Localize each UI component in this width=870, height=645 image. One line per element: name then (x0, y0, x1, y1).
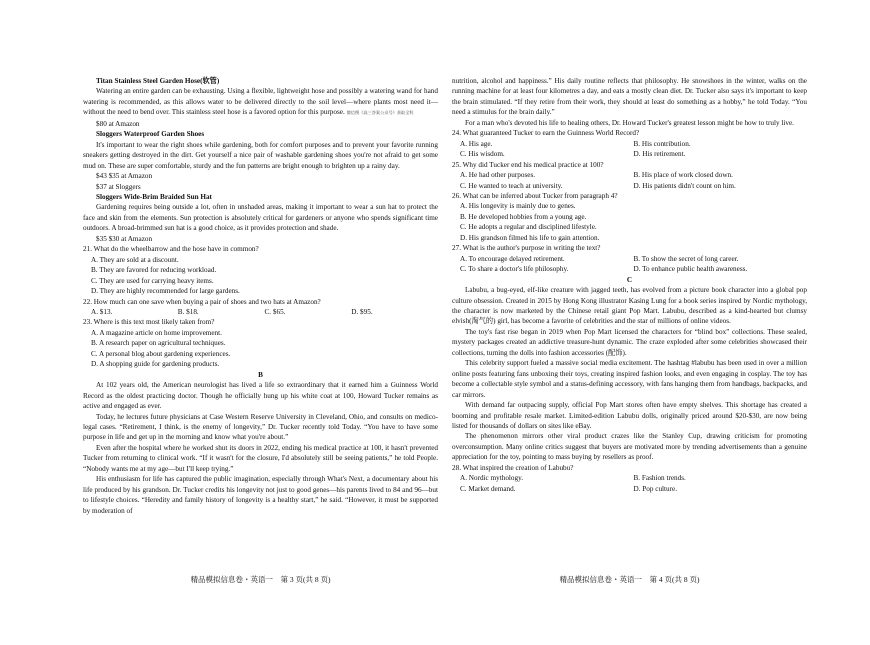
text: 23. Where is this text most likely taken from? (83, 318, 215, 327)
text: A. A magazine article on home improvement. (91, 328, 222, 337)
text: Even after the hospital where he worked shut its doors in 2022, ending his medical practice at 100, it hasn't prevented Tucker from returning to clinical work. “If it wasn't for the closure, I'd absolutely still be seeing patients,” he told People. “Nobody wants me at my age—but I'll keep trying.” (83, 443, 438, 473)
answer-options (452, 264, 807, 274)
text: 22. How much can one save when buying a pair of shoes and two hats at Amazon? (83, 297, 321, 306)
answer-option: B. $18. (177, 307, 199, 316)
passage-paragraph (452, 358, 807, 400)
answer-option: D. To enhance public health awareness. (633, 265, 748, 274)
text: D. A shopping guide for gardening products. (91, 360, 220, 369)
text: C (626, 275, 633, 284)
answer-option: A. To encourage delayed retirement. (460, 254, 565, 263)
passage-paragraph (83, 474, 438, 516)
text: B. He developed hobbies from a young age. (460, 212, 587, 221)
text: $35 $30 at Amazon (96, 234, 153, 243)
text: 21. What do the wheelbarrow and the hose have in common? (83, 245, 259, 254)
price-line (83, 171, 438, 181)
passage-paragraph (452, 76, 807, 118)
answer-option: A. Nordic mythology. (460, 474, 524, 483)
left-page-footer: 精品模拟信息卷・英语一 第 3 页(共 8 页) (190, 575, 331, 584)
text: The toy's fast rise began in 2019 when Pop Mart licensed the characters for “blind box” collections. These sealed, mystery packages created an addictive treasure-hunt dynamic. The craze exploded after some celebrities showcased their collections, turning the dolls into fashion accessories (配饰). (452, 327, 807, 357)
text: $37 at Sloggers (96, 182, 141, 191)
text: 25. Why did Tucker end his medical practice at 100? (452, 160, 604, 169)
passage-paragraph (452, 431, 807, 462)
passage-paragraph (83, 443, 438, 474)
text: Today, he lectures future physicians at Case Western Reserve University in Cleveland, Ohio, and consults on medico-legal cases. “Retirement, I think, is the enemy of longevity,” Dr. Tucker recently told Today. “You have to have some purpose in life and get up in the morning and know what you're about.” (83, 412, 438, 442)
text: A. His longevity is mainly due to genes. (460, 202, 576, 211)
answer-options (452, 254, 807, 264)
text: C. He adopts a regular and disciplined lifestyle. (460, 223, 597, 232)
answer-options (83, 338, 438, 348)
text: B. They are favored for reducing workload. (91, 266, 217, 275)
text: D. They are highly recommended for large gardens. (91, 287, 240, 296)
text: Gardening requires being outside a lot, often in unshaded areas, making it important to wear a sun hat to protect the face and skin from the elements. Sun protection is absolutely critical for gardeners or anyone who spends significant time outdoors. A broad-brimmed sun hat is a good choice, as it provides protection and shade. (83, 203, 438, 233)
text: 28. What inspired the creation of Labubu? (452, 463, 574, 472)
answer-option: B. His contribution. (633, 139, 691, 148)
passage-paragraph (83, 380, 438, 411)
question-stem (83, 317, 438, 327)
text: At 102 years old, the American neurologist has lived a life so extraordinary that it earned him a Guinness World Record as the oldest practicing doctor. Though he officially hung up his white coat at 100, Howard Tucker remains as active and engaged as ever. (83, 381, 438, 411)
passage-paragraph (83, 412, 438, 443)
answer-options (452, 212, 807, 222)
text: 27. What is the author's purpose in writing the text? (452, 244, 601, 253)
answer-options (452, 233, 807, 243)
text: For a man who's devoted his life to healing others, Dr. Howard Tucker's greatest lesson might be how to truly live. (465, 118, 794, 127)
text: B. A research paper on agricultural techniques. (91, 339, 226, 348)
passage-paragraph (452, 285, 807, 327)
right-page-column (452, 76, 807, 494)
answer-options (83, 276, 438, 286)
passage-paragraph (452, 118, 807, 128)
text: D. His grandson filmed his life to gain attention. (460, 233, 600, 242)
left-page-column (83, 76, 438, 516)
product-heading (83, 192, 438, 202)
answer-options (452, 484, 807, 494)
answer-options (83, 307, 438, 317)
answer-option: B. Fashion trends. (633, 474, 686, 483)
text: 24. What guaranteed Tucker to earn the Guinness World Record? (452, 129, 640, 138)
question-stem (83, 297, 438, 307)
answer-option: C. $65. (264, 307, 286, 316)
text: C. A personal blog about gardening experiences. (91, 349, 231, 358)
answer-options (452, 170, 807, 180)
right-page-footer: 精品模拟信息卷・英语一 第 4 页(共 8 页) (559, 575, 700, 584)
passage-paragraph (452, 400, 807, 431)
passage-paragraph (83, 202, 438, 233)
question-stem (452, 191, 807, 201)
answer-option: D. Pop culture. (633, 484, 678, 493)
answer-option: B. To show the secret of long career. (633, 254, 739, 263)
passage-paragraph (83, 140, 438, 171)
text: $43 $35 at Amazon (96, 172, 153, 181)
price-line (83, 119, 438, 129)
text: Sloggers Wide-Brim Braided Sun Hat (96, 192, 212, 201)
passage-paragraph (452, 327, 807, 358)
answer-options (452, 181, 807, 191)
answer-options (452, 473, 807, 483)
text: Watering an entire garden can be exhausting. Using a flexible, lightweight hose and possibly a watering wand for hand watering is recommended, as this allows water to be delivered directly to the soil level—where plants most need it—without the need to bend over. This stainless steel hose is a favored option for this purpose. (83, 87, 438, 117)
text: 26. What can be inferred about Tucker from paragraph 4? (452, 191, 618, 200)
text: Labubu, a bug-eyed, elf-like creature with jagged teeth, has evolved from a picture book character into a global pop culture obsession. Created in 2015 by Hong Kong illustrator Kasing Lung for a book series inspired by Nordic mythology, the character is now marketed by the Chinese retail giant Pop Mart. Labubu, described as a kind-hearted but clumsy elvish(淘气的) girl, has become a favorite of celebrities and the star of millions of online videos. (452, 286, 807, 326)
answer-option: D. His retirement. (633, 150, 686, 159)
answer-option: A. His age. (460, 139, 493, 148)
answer-options (452, 201, 807, 211)
text: Titan Stainless Steel Garden Hose(软管) (96, 77, 220, 85)
text: B (258, 370, 263, 379)
price-line (83, 234, 438, 244)
answer-options (83, 265, 438, 275)
section-letter (83, 370, 438, 380)
answer-options (452, 139, 807, 149)
product-heading (83, 129, 438, 139)
watermark-note: 微信搜《高三答案公众号》获取全科 (346, 110, 414, 116)
text: Sloggers Waterproof Garden Shoes (96, 130, 205, 139)
text: C. They are used for carrying heavy items. (91, 276, 214, 285)
answer-options (83, 255, 438, 265)
text: nutrition, alcohol and happiness.” His daily routine reflects that philosophy. He snowshoes in the winter, walks on the running machine for at least four kilometres a day, and eats a mostly clean diet. Dr. Tucker also says it's important to keep the brain stimulated. “If they retire from their work, they should at least do something as a hobby,” he told Today. “You need a stimulus for the brain daily.” (452, 77, 807, 117)
passage-paragraph (83, 86, 438, 118)
question-stem (452, 463, 807, 473)
answer-option: B. His place of work closed down. (633, 171, 733, 180)
text: With demand far outpacing supply, official Pop Mart stores often have empty shelves. This shortage has created a booming and profitable resale market. Limited-edition Labubu dolls, originally priced around $20-$30, are now being listed for thousands of dollars on sites like eBay. (452, 401, 807, 430)
price-line (83, 182, 438, 192)
answer-options (452, 222, 807, 232)
question-stem (452, 243, 807, 253)
text: $80 at Amazon (96, 119, 140, 128)
question-stem (452, 160, 807, 170)
answer-options (83, 349, 438, 359)
answer-options (452, 149, 807, 159)
section-letter (452, 275, 807, 285)
answer-option: D. His patients didn't count on him. (633, 181, 736, 190)
answer-options (83, 328, 438, 338)
text: The phenomenon mirrors other viral product crazes like the Stanley Cup, drawing criticism for promoting overconsumption. Many online critics suggest that buyers are motivated more by trending advertisements than a genuine appreciation for the toy, pointing to mass buying by resellers as proof. (452, 432, 807, 462)
answer-option: C. To share a doctor's life philosophy. (460, 265, 569, 274)
answer-option: C. Market demand. (460, 484, 516, 493)
text: This celebrity support fueled a massive social media excitement. The hashtag #labubu has been used in over a million online posts featuring fans unboxing their toys, creating inspired fashion looks, and even engaging in cosplay. The toy has become a collectable style symbol and a status-defining accessory, with fans hanging them from handbags, backpacks, and car mirrors. (452, 359, 807, 399)
text: It's important to wear the right shoes while gardening, both for comfort purposes and to prevent your favorite running sneakers getting destroyed in the dirt. Get yourself a nice pair of washable gardening shoes you're not afraid to get some mud on. These are super comfortable, sturdy and the fun patterns are bright enough to brighten up a rainy day. (83, 140, 438, 170)
answer-option: C. He wanted to teach at university. (460, 181, 563, 190)
product-heading (83, 76, 438, 86)
answer-options (83, 359, 438, 369)
answer-option: A. $13. (91, 307, 113, 316)
question-stem (452, 128, 807, 138)
answer-option: C. His wisdom. (460, 150, 505, 159)
answer-option: A. He had other purposes. (460, 171, 536, 180)
text: A. They are sold at a discount. (91, 255, 179, 264)
answer-option: D. $95. (351, 307, 373, 316)
question-stem (83, 244, 438, 254)
text: His enthusiasm for life has captured the public imagination, especially through What's Next, a documentary about his life produced by his grandson. Dr. Tucker credits his longevity not just to good genes—his parents lived to 84 and 96—but to lifestyle choices. “Heredity and family history of longevity is a healthy start,” he said. “However, it must be supported by moderation of (83, 475, 438, 515)
answer-options (83, 286, 438, 296)
